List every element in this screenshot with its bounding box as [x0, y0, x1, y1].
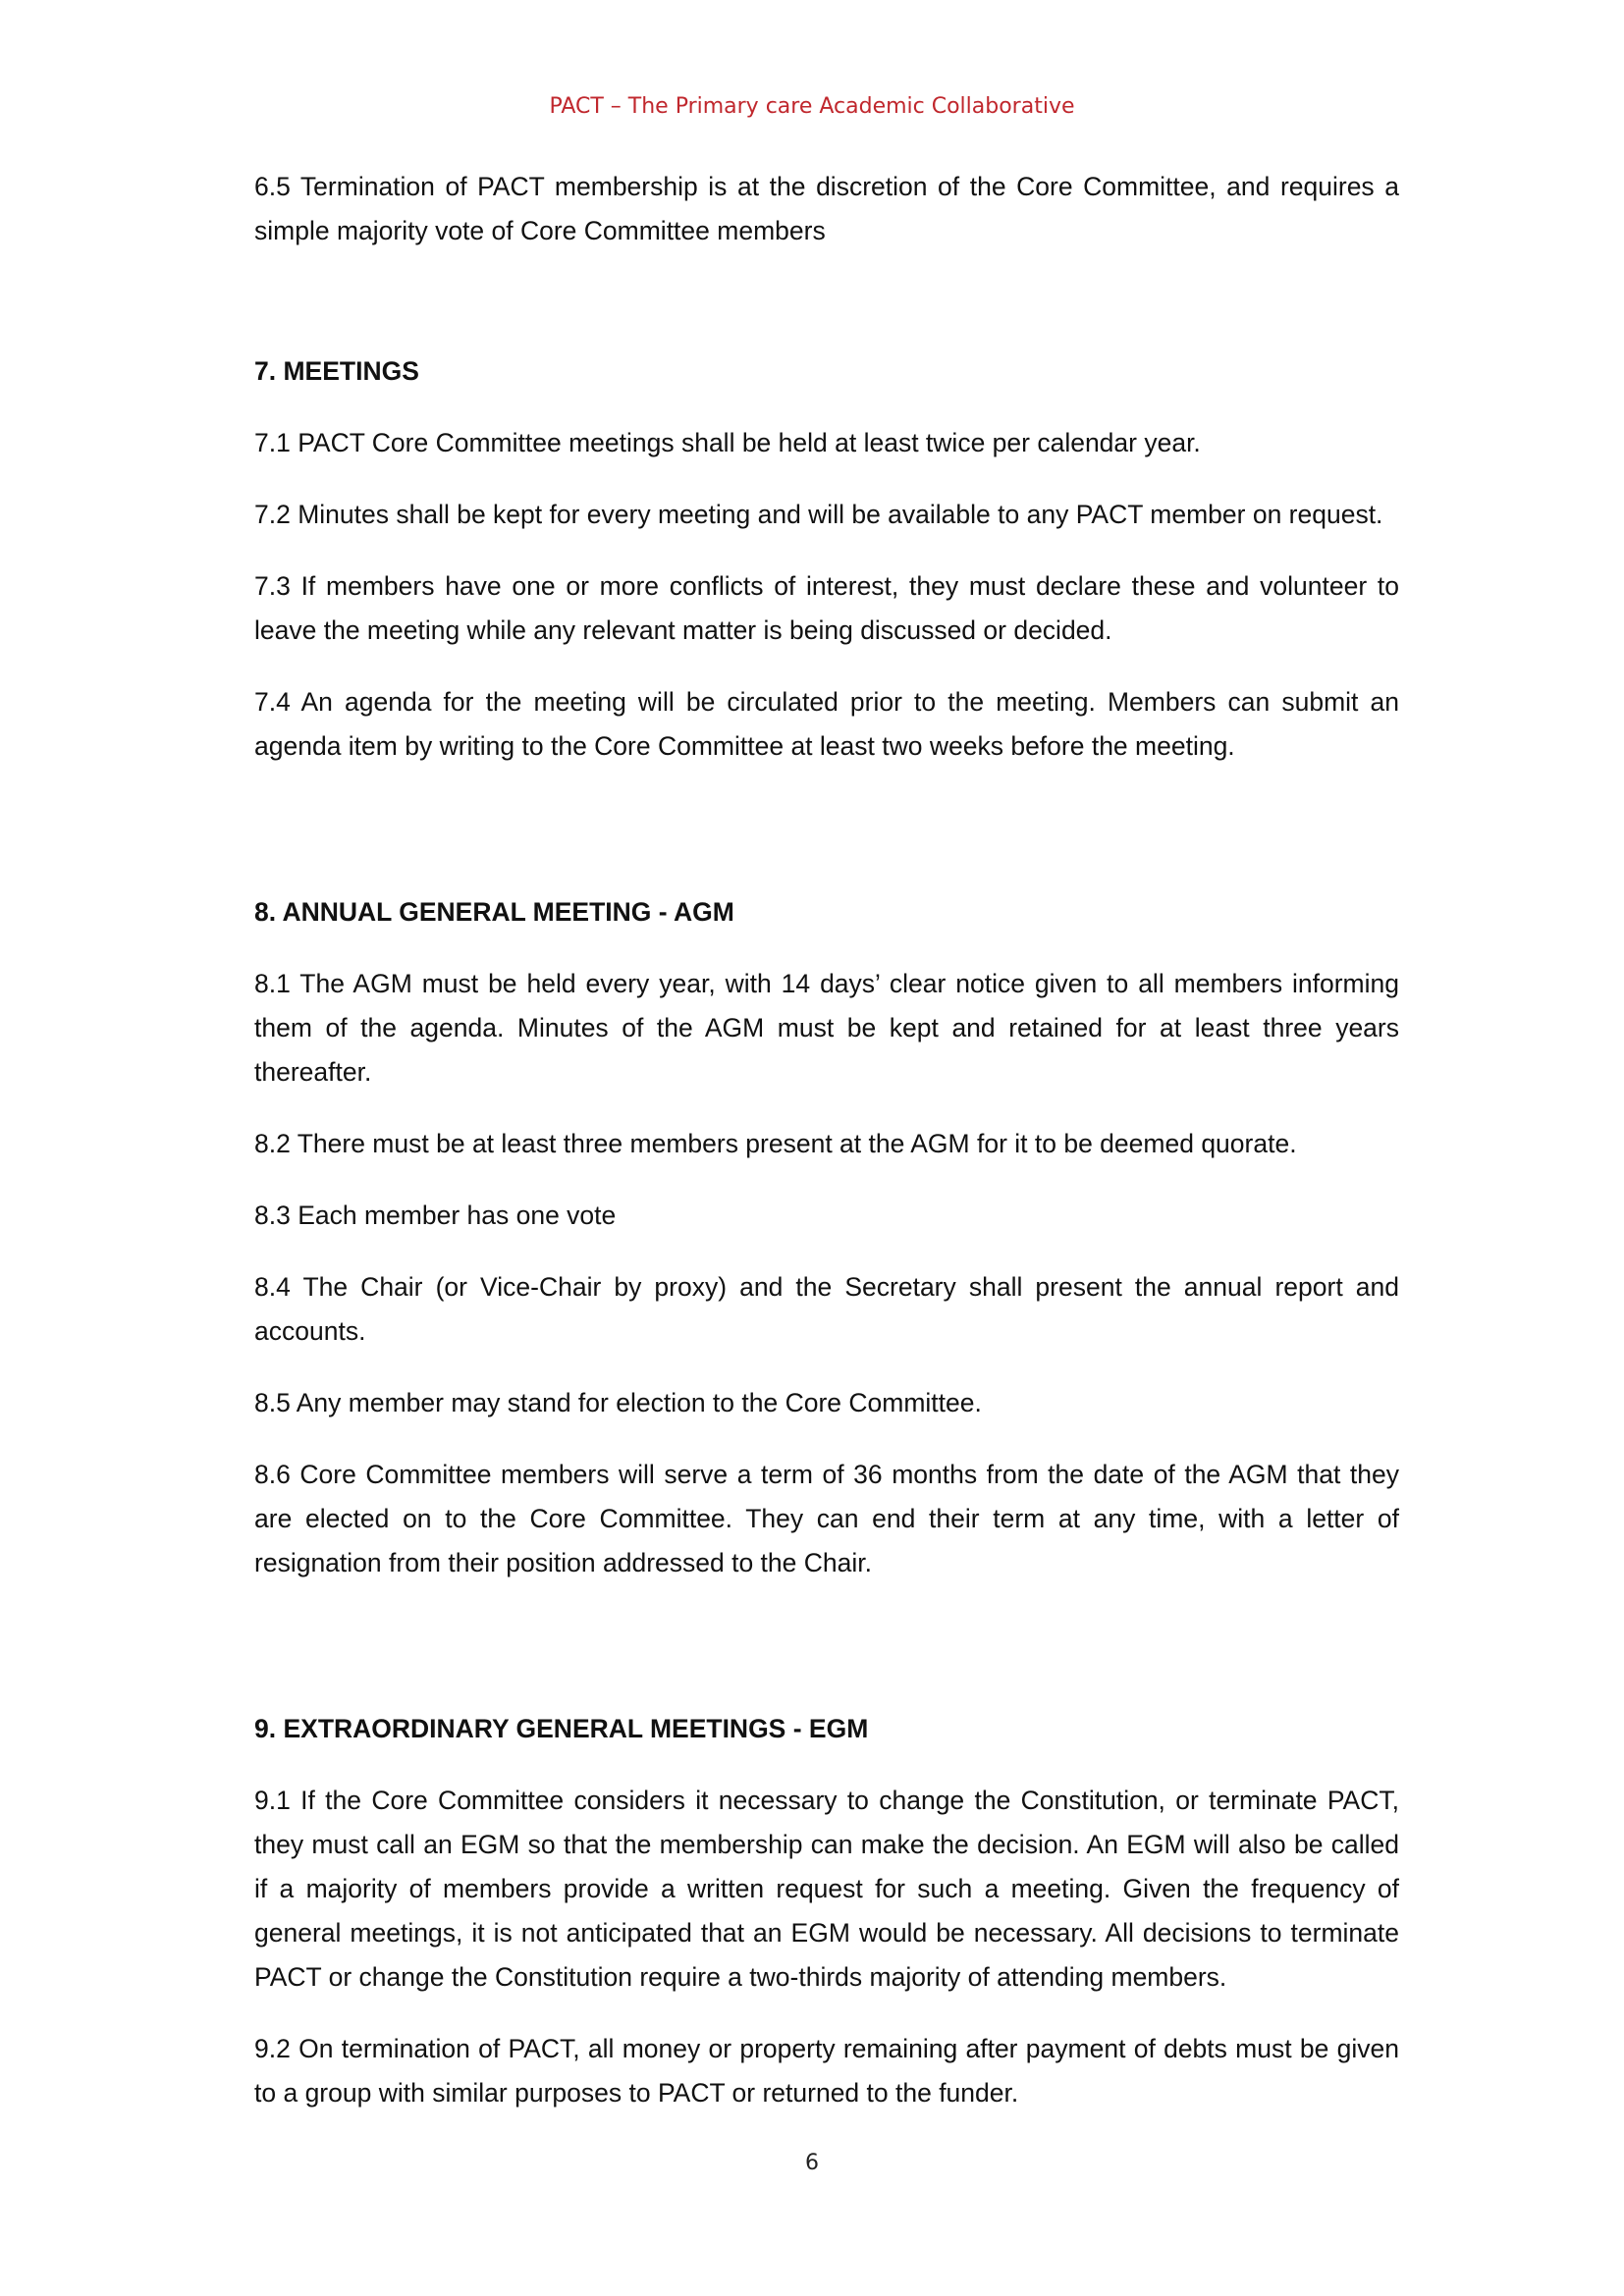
paragraph-7-1: 7.1 PACT Core Committee meetings shall be held at least twice per calendar year. — [254, 428, 1201, 457]
section-spacer — [254, 281, 1399, 349]
paragraph-7-2: 7.2 Minutes shall be kept for every meeting and will be available to any PACT member on request. — [254, 500, 1383, 529]
paragraph-8-5: 8.5 Any member may stand for election to the Core Committee. — [254, 1388, 982, 1417]
paragraph-9-1: 9.1 If the Core Committee considers it necessary to change the Constitution, or terminate PACT, they must call an EGM so that the membership can make the decision. An EGM will also be called if a majority of members provide a written request for such a meeting. Given the frequency of general meetings, it is not anticipated that an EGM would be necessary. All decisions to terminate PACT or change the Constitution require a two-thirds majority of attending members. — [254, 1786, 1399, 1992]
paragraph-8-1: 8.1 The AGM must be held every year, with 14 days’ clear notice given to all members informing them of the agenda. Minutes of the AGM must be kept and retained for at least three years thereafter. — [254, 969, 1399, 1087]
document-body — [254, 165, 1399, 2143]
paragraph-7-4: 7.4 An agenda for the meeting will be circulated prior to the meeting. Members can submit an agenda item by writing to the Core Committee at least two weeks before the meeting. — [254, 687, 1399, 761]
section-heading-egm: 9. EXTRAORDINARY GENERAL MEETINGS - EGM — [254, 1714, 869, 1743]
section-heading-agm: 8. ANNUAL GENERAL MEETING - AGM — [254, 897, 734, 927]
section-heading-meetings: 7. MEETINGS — [254, 356, 419, 386]
page-number: 6 — [805, 2151, 819, 2175]
paragraph-8-3: 8.3 Each member has one vote — [254, 1201, 617, 1230]
paragraph-8-2: 8.2 There must be at least three members present at the AGM for it to be deemed quorate. — [254, 1129, 1297, 1158]
paragraph-9-2: 9.2 On termination of PACT, all money or property remaining after payment of debts must be given to a group with similar purposes to PACT or returned to the funder. — [254, 2034, 1399, 2108]
paragraph-7-3: 7.3 If members have one or more conflicts of interest, they must declare these and volunteer to leave the meeting while any relevant matter is being discussed or decided. — [254, 571, 1399, 645]
paragraph-8-6: 8.6 Core Committee members will serve a term of 36 months from the date of the AGM that they are elected on to the Core Committee. They can end their term at any time, with a letter of resignation from their position addressed to the Chair. — [254, 1460, 1399, 1577]
section-spacer — [254, 1613, 1399, 1707]
section-spacer — [254, 796, 1399, 890]
paragraph-8-4: 8.4 The Chair (or Vice-Chair by proxy) and the Secretary shall present the annual report and accounts. — [254, 1272, 1399, 1346]
running-header: PACT – The Primary care Academic Collaborative — [549, 94, 1075, 119]
paragraph-6-5: 6.5 Termination of PACT membership is at the discretion of the Core Committee, and requires a simple majority vote of Core Committee members — [254, 172, 1399, 245]
